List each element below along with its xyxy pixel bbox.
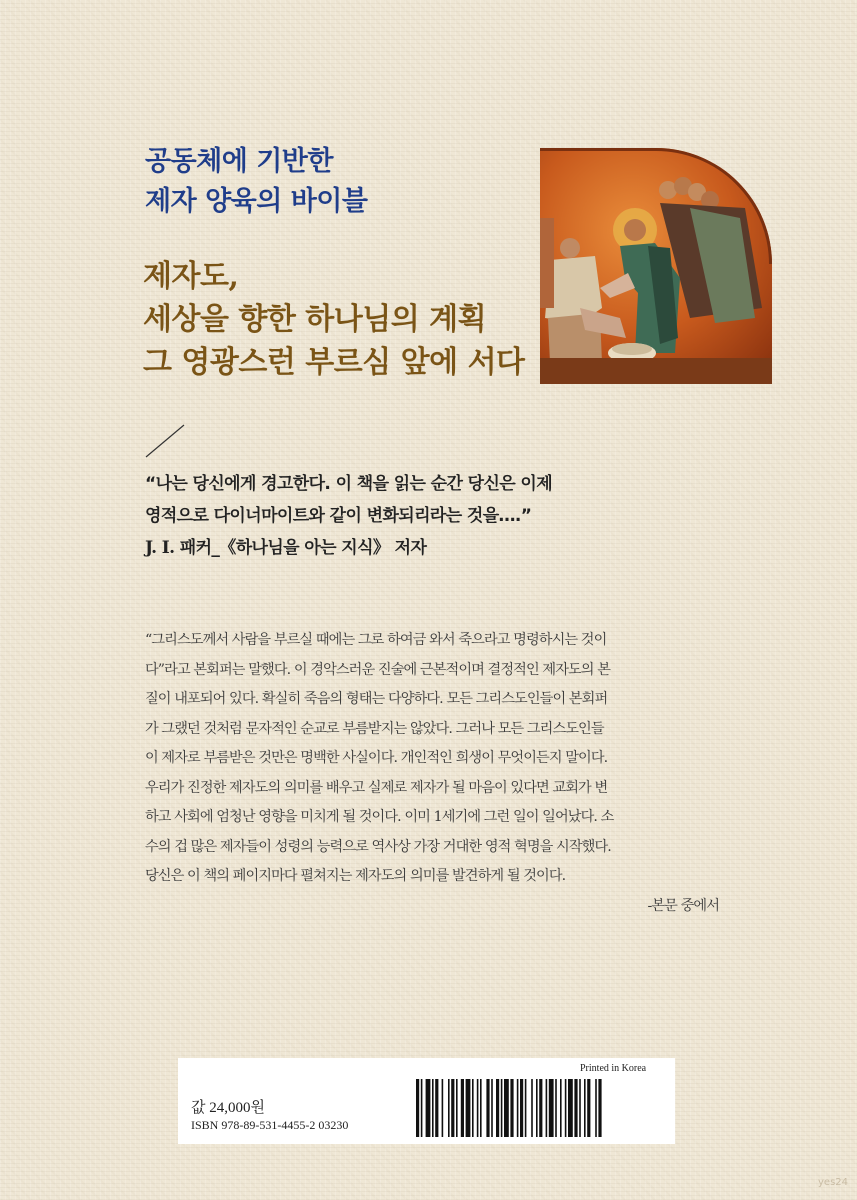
endorsement-quote bbox=[145, 468, 552, 564]
barcode-bar bbox=[501, 1079, 503, 1137]
barcode-bar bbox=[574, 1079, 577, 1137]
barcode-bar bbox=[539, 1079, 542, 1137]
barcode-bar bbox=[421, 1079, 423, 1137]
barcode-bar bbox=[432, 1079, 434, 1137]
barcode-icon bbox=[416, 1079, 668, 1137]
quote-line-1: “나는 당신에게 경고한다. 이 책을 읽는 순간 당신은 이제 bbox=[145, 474, 553, 494]
barcode-bar bbox=[517, 1079, 519, 1137]
barcode-bar bbox=[451, 1079, 454, 1137]
barcode-bar bbox=[579, 1079, 581, 1137]
barcode-bar bbox=[510, 1079, 513, 1137]
subtitle-line-2: 제자 양육의 바이블 bbox=[145, 186, 368, 217]
price-label: 값 24,000원 bbox=[191, 1100, 265, 1116]
subtitle-line-1: 공동체에 기반한 bbox=[145, 146, 333, 177]
barcode-bar bbox=[416, 1079, 419, 1137]
barcode-bar bbox=[560, 1079, 562, 1137]
barcode-bar bbox=[595, 1079, 597, 1137]
excerpt-source: -본문 중에서 bbox=[647, 897, 719, 914]
corner-watermark: yes24 bbox=[818, 1177, 849, 1188]
book-title bbox=[143, 255, 525, 384]
barcode-bar bbox=[520, 1079, 523, 1137]
excerpt-line: 당신은 이 책의 페이지마다 펼쳐지는 제자도의 의미를 발견하게 될 것이다. bbox=[145, 868, 566, 884]
foot-washing-mosaic-image bbox=[540, 148, 772, 384]
quote-line-2: 영적으로 다이너마이트와 같이 변화되리라는 것을….” bbox=[145, 506, 532, 526]
barcode-bar bbox=[555, 1079, 557, 1137]
barcode-bar bbox=[448, 1079, 450, 1137]
barcode-bar bbox=[435, 1079, 438, 1137]
barcode-bar bbox=[496, 1079, 499, 1137]
subtitle bbox=[145, 142, 367, 222]
excerpt-line: “그리스도께서 사람을 부르실 때에는 그로 하여금 와서 죽으라고 명령하시는 것이 bbox=[145, 632, 607, 648]
quote-author: J. I. 패커_《하나님을 아는 지식》 저자 bbox=[145, 538, 427, 558]
excerpt-line: 하고 사회에 엄청난 영향을 미치게 될 것이다. 이미 1세기에 그런 일이 일어났다. 소 bbox=[145, 809, 614, 825]
barcode-bar bbox=[598, 1079, 601, 1137]
barcode-bar bbox=[426, 1079, 431, 1137]
barcode-bar bbox=[477, 1079, 479, 1137]
barcode-box bbox=[178, 1058, 675, 1144]
barcode-bar bbox=[565, 1079, 567, 1137]
excerpt-line: 가 그랬던 것처럼 문자적인 순교로 부름받지는 않았다. 그러나 모든 그리스도인들 bbox=[145, 720, 604, 737]
barcode-bar bbox=[480, 1079, 482, 1137]
printed-in-label: Printed in Korea bbox=[580, 1063, 647, 1074]
barcode-bar bbox=[466, 1079, 471, 1137]
barcode-bar bbox=[456, 1079, 458, 1137]
excerpt-line: 수의 겁 많은 제자들이 성령의 능력으로 역사상 가장 거대한 영적 혁명을 시작했다. bbox=[145, 838, 611, 855]
barcode-bar bbox=[531, 1079, 533, 1137]
barcode-bar bbox=[546, 1079, 548, 1137]
barcode-bar bbox=[491, 1079, 493, 1137]
barcode-bar bbox=[442, 1079, 444, 1137]
barcode-bar bbox=[584, 1079, 586, 1137]
barcode-bar bbox=[461, 1079, 464, 1137]
title-line-2: 세상을 향한 하나님의 계획 bbox=[143, 302, 487, 337]
barcode-bar bbox=[472, 1079, 474, 1137]
barcode-bar bbox=[536, 1079, 538, 1137]
title-line-1: 제자도, bbox=[143, 259, 239, 294]
excerpt-line: 질이 내포되어 있다. 확실히 죽음의 형태는 다양하다. 모든 그리스도인들이 본회퍼 bbox=[145, 691, 608, 707]
isbn-label: ISBN 978-89-531-4455-2 03230 bbox=[191, 1118, 349, 1132]
barcode-bar bbox=[587, 1079, 590, 1137]
excerpt-paragraph bbox=[145, 626, 719, 921]
barcode-bar bbox=[525, 1079, 527, 1137]
excerpt-line: 우리가 진정한 제자도의 의미를 배우고 실제로 제자가 될 마음이 있다면 교회가 변 bbox=[145, 779, 608, 796]
slash-divider bbox=[145, 424, 185, 458]
title-line-3: 그 영광스런 부르심 앞에 서다 bbox=[143, 345, 525, 380]
excerpt-line: 이 제자로 부름받은 것만은 명백한 사실이다. 개인적인 희생이 무엇이든지 말이다. bbox=[145, 750, 608, 766]
excerpt-line: 다”라고 본회퍼는 말했다. 이 경악스러운 진술에 근본적이며 결정적인 제자도의 본 bbox=[145, 661, 611, 678]
barcode-bar bbox=[486, 1079, 489, 1137]
barcode-bar bbox=[568, 1079, 573, 1137]
barcode-bar bbox=[504, 1079, 509, 1137]
barcode-bar bbox=[549, 1079, 554, 1137]
